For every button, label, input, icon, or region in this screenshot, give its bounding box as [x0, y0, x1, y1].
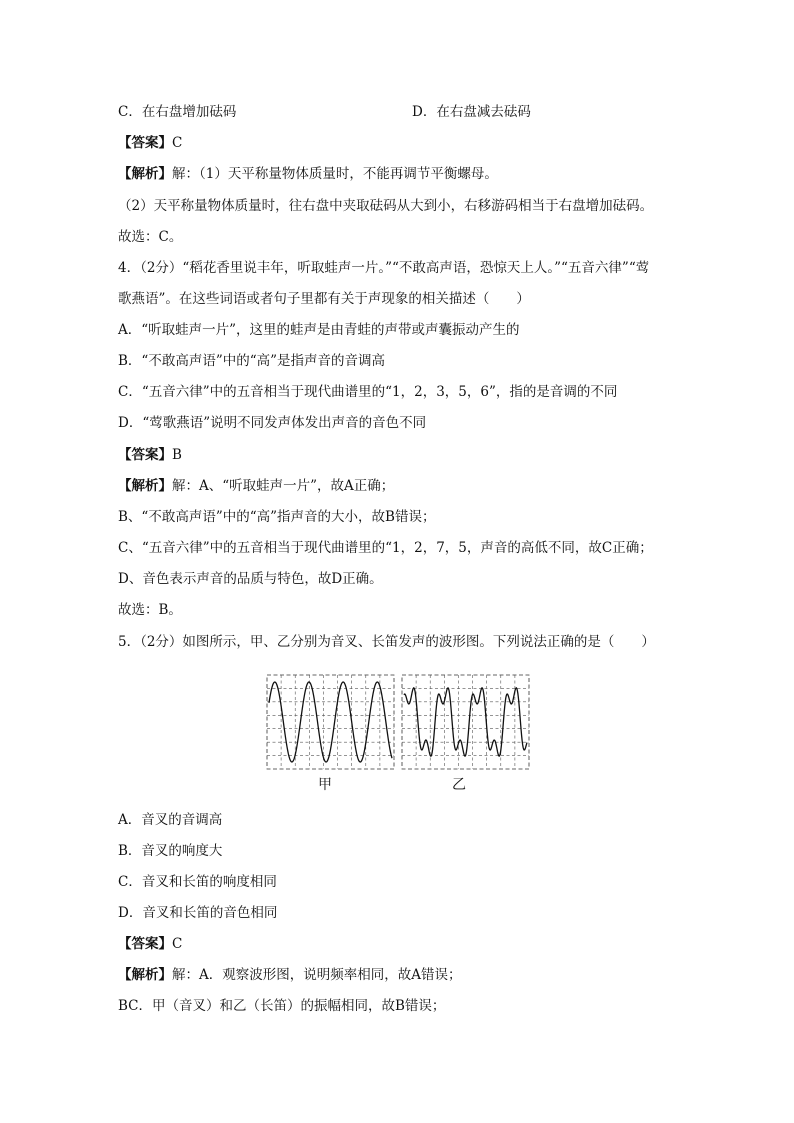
q3-option-d: D．在右盘减去砝码 — [412, 104, 531, 120]
q3-option-c: C．在右盘增加砝码 — [118, 104, 237, 120]
analysis-text: 解：A、“听取蛙声一片”，故A正确； — [172, 478, 395, 494]
answer-label: 【答案】 — [118, 447, 172, 463]
q5-option-b: B．音叉的响度大 — [118, 843, 223, 859]
analysis-text: 解：（1）天平称量物体质量时，不能再调节平衡螺母。 — [172, 166, 498, 182]
answer-value: C — [172, 936, 183, 952]
q4-conclusion: 故选：B。 — [118, 602, 182, 618]
q5-option-a: A．音叉的音调高 — [118, 812, 223, 828]
analysis-text: 解：A．观察波形图，说明频率相同，故A错误； — [172, 967, 462, 983]
q5-analysis-1 — [118, 965, 462, 985]
q4-analysis-1 — [118, 476, 394, 496]
q4-analysis-2: B、“不敢高声语”中的“高”指声音的大小，故B错误； — [118, 509, 436, 525]
analysis-label: 【解析】 — [118, 967, 172, 983]
q5-answer — [118, 934, 182, 954]
q3-analysis-1 — [118, 164, 498, 184]
q3-analysis-2: （2）天平称量物体质量时，往右盘中夹取砝码从大到小，右移游码相当于右盘增加砝码。 — [118, 198, 654, 214]
flute-wave — [404, 688, 527, 756]
tuning-fork-wave — [269, 682, 392, 762]
q5-stem: 5．（2分）如图所示，甲、乙分别为音叉、长笛发声的波形图。下列说法正确的是（ ） — [118, 634, 655, 650]
waveform-figure — [262, 668, 532, 798]
figure-caption-left: 甲 — [318, 777, 332, 793]
q4-analysis-3: C、“五音六律”中的五音相当于现代曲谱里的“1，2，7，5，声音的高低不同，故C正确； — [118, 540, 653, 556]
q3-answer — [118, 133, 182, 153]
waveform-diagram — [262, 668, 532, 773]
answer-label: 【答案】 — [118, 135, 172, 151]
q4-option-c: C．“五音六律”中的五音相当于现代曲谱里的“1，2，3，5，6”，指的是音调的不同 — [118, 384, 618, 400]
q4-stem-1: 4．（2分）“稻花香里说丰年，听取蛙声一片。”“不敢高声语，恐惊天上人。”“五音六律”“莺 — [118, 260, 650, 276]
q4-option-d: D．“莺歌燕语”说明不同发声体发出声音的音色不同 — [118, 415, 427, 431]
q4-analysis-4: D、音色表示声音的品质与特色，故D正确。 — [118, 571, 383, 587]
q4-stem-2: 歌燕语”。在这些词语或者句子里都有关于声现象的相关描述（ ） — [118, 291, 530, 307]
q5-option-d: D．音叉和长笛的音色相同 — [118, 905, 278, 921]
q5-analysis-2: BC．甲（音叉）和乙（长笛）的振幅相同，故B错误； — [118, 998, 446, 1014]
q4-option-b: B．“不敢高声语”中的“高”是指声音的音调高 — [118, 353, 386, 369]
q3-conclusion: 故选：C。 — [118, 229, 183, 245]
q5-option-c: C．音叉和长笛的响度相同 — [118, 874, 277, 890]
answer-label: 【答案】 — [118, 936, 172, 952]
analysis-label: 【解析】 — [118, 478, 172, 494]
q4-answer — [118, 445, 182, 465]
answer-value: B — [172, 447, 182, 463]
q4-option-a: A．“听取蛙声一片”，这里的蛙声是由青蛙的声带或声囊振动产生的 — [118, 322, 520, 338]
answer-value: C — [172, 135, 183, 151]
analysis-label: 【解析】 — [118, 166, 172, 182]
figure-caption-right: 乙 — [452, 777, 466, 793]
